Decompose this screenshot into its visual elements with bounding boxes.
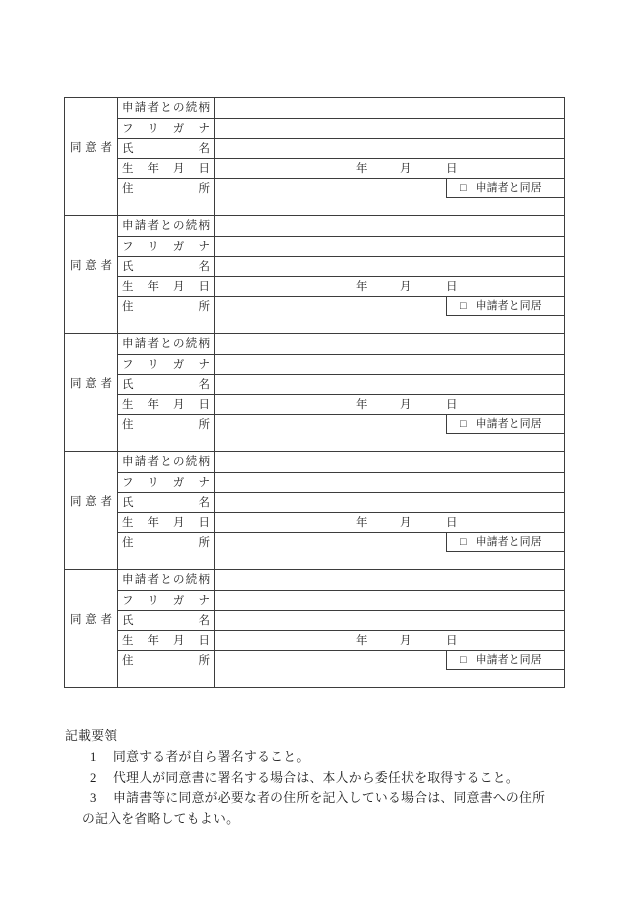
day-unit-label: 日	[446, 281, 458, 293]
cohabit-checkbox-cell	[446, 297, 564, 316]
furigana-label-cell: フリガナ	[118, 237, 215, 257]
furigana-label-cell: フリガナ	[118, 355, 215, 375]
consenter-label: 同意者	[70, 495, 112, 508]
consenter-block	[65, 452, 564, 570]
month-unit-label: 月	[400, 281, 412, 293]
relationship-label-cell: 申請者との続柄	[118, 452, 215, 473]
year-unit-label: 年	[356, 399, 368, 411]
relationship-label-cell: 申請者との続柄	[118, 570, 215, 591]
filling-instructions	[65, 726, 551, 830]
checkbox-icon: □	[460, 181, 467, 194]
name-label-cell: 氏名	[118, 611, 215, 631]
notes-title: 記載要領	[65, 729, 118, 743]
birthdate-label-cell: 生年月日	[118, 513, 215, 533]
address-label-cell: 住所	[118, 651, 215, 687]
cohabit-label: 申請者と同居	[475, 535, 542, 548]
consenter-label: 同意者	[70, 259, 112, 272]
consent-table	[64, 97, 565, 688]
name-label-cell: 氏名	[118, 375, 215, 395]
cohabit-checkbox-cell	[446, 533, 564, 552]
address-label-cell: 住所	[118, 179, 215, 215]
day-unit-label: 日	[446, 517, 458, 529]
furigana-value-cell	[215, 473, 564, 493]
consenter-block	[65, 98, 564, 216]
address-value-cell	[215, 297, 564, 333]
consenter-header-cell	[65, 216, 118, 333]
checkbox-icon: □	[460, 535, 467, 548]
note-item	[65, 747, 551, 768]
furigana-label-cell: フリガナ	[118, 591, 215, 611]
note-text: 申請書等に同意が必要な者の住所を記入している場合は、同意書への住所	[113, 791, 546, 806]
day-unit-label: 日	[446, 635, 458, 647]
address-label-cell: 住所	[118, 533, 215, 569]
address-value-cell	[215, 651, 564, 687]
birthdate-label-cell: 生年月日	[118, 159, 215, 179]
birthdate-value-cell	[215, 277, 564, 297]
relationship-value-cell	[215, 452, 564, 473]
note-number: 3	[90, 791, 97, 806]
name-value-cell	[215, 611, 564, 631]
name-label-cell: 氏名	[118, 493, 215, 513]
consenter-label: 同意者	[70, 613, 112, 626]
note-text: 同意する者が自ら署名すること。	[113, 749, 310, 764]
year-unit-label: 年	[356, 635, 368, 647]
name-value-cell	[215, 493, 564, 513]
month-unit-label: 月	[400, 635, 412, 647]
furigana-value-cell	[215, 591, 564, 611]
relationship-value-cell	[215, 98, 564, 119]
consenter-block	[65, 334, 564, 452]
birthdate-value-cell	[215, 159, 564, 179]
cohabit-label: 申請者と同居	[475, 417, 542, 430]
relationship-label-cell: 申請者との続柄	[118, 98, 215, 119]
note-number: 2	[90, 770, 97, 785]
birthdate-label-cell: 生年月日	[118, 395, 215, 415]
consenter-label: 同意者	[70, 377, 112, 390]
furigana-value-cell	[215, 119, 564, 139]
cohabit-label: 申請者と同居	[475, 299, 542, 312]
name-label-cell: 氏名	[118, 257, 215, 277]
name-value-cell	[215, 139, 564, 159]
cohabit-checkbox-cell	[446, 651, 564, 670]
relationship-label-cell: 申請者との続柄	[118, 334, 215, 355]
address-value-cell	[215, 533, 564, 569]
name-value-cell	[215, 375, 564, 395]
checkbox-icon: □	[460, 299, 467, 312]
cohabit-label: 申請者と同居	[475, 181, 542, 194]
relationship-value-cell	[215, 334, 564, 355]
note-text-continuation: の記入を省略してもよい。	[82, 812, 240, 827]
furigana-label-cell: フリガナ	[118, 119, 215, 139]
address-label-cell: 住所	[118, 297, 215, 333]
cohabit-checkbox-cell	[446, 179, 564, 198]
note-item	[65, 788, 551, 809]
birthdate-value-cell	[215, 395, 564, 415]
checkbox-icon: □	[460, 417, 467, 430]
year-unit-label: 年	[356, 517, 368, 529]
name-label-cell: 氏名	[118, 139, 215, 159]
address-value-cell	[215, 415, 564, 451]
name-value-cell	[215, 257, 564, 277]
address-value-cell	[215, 179, 564, 215]
year-unit-label: 年	[356, 281, 368, 293]
consenter-header-cell	[65, 334, 118, 451]
note-number: 1	[90, 749, 97, 764]
month-unit-label: 月	[400, 517, 412, 529]
consenter-block	[65, 216, 564, 334]
relationship-value-cell	[215, 570, 564, 591]
consenter-block	[65, 570, 564, 687]
note-item	[65, 768, 551, 789]
birthdate-value-cell	[215, 513, 564, 533]
furigana-value-cell	[215, 355, 564, 375]
furigana-value-cell	[215, 237, 564, 257]
furigana-label-cell: フリガナ	[118, 473, 215, 493]
relationship-label-cell: 申請者との続柄	[118, 216, 215, 237]
birthdate-label-cell: 生年月日	[118, 631, 215, 651]
birthdate-label-cell: 生年月日	[118, 277, 215, 297]
note-text: 代理人が同意書に署名する場合は、本人から委任状を取得すること。	[113, 770, 520, 785]
year-unit-label: 年	[356, 163, 368, 175]
checkbox-icon: □	[460, 653, 467, 666]
birthdate-value-cell	[215, 631, 564, 651]
day-unit-label: 日	[446, 163, 458, 175]
cohabit-label: 申請者と同居	[475, 653, 542, 666]
month-unit-label: 月	[400, 163, 412, 175]
consenter-header-cell	[65, 98, 118, 215]
relationship-value-cell	[215, 216, 564, 237]
consenter-header-cell	[65, 452, 118, 569]
day-unit-label: 日	[446, 399, 458, 411]
consenter-label: 同意者	[70, 141, 112, 154]
address-label-cell: 住所	[118, 415, 215, 451]
cohabit-checkbox-cell	[446, 415, 564, 434]
month-unit-label: 月	[400, 399, 412, 411]
consenter-header-cell	[65, 570, 118, 687]
